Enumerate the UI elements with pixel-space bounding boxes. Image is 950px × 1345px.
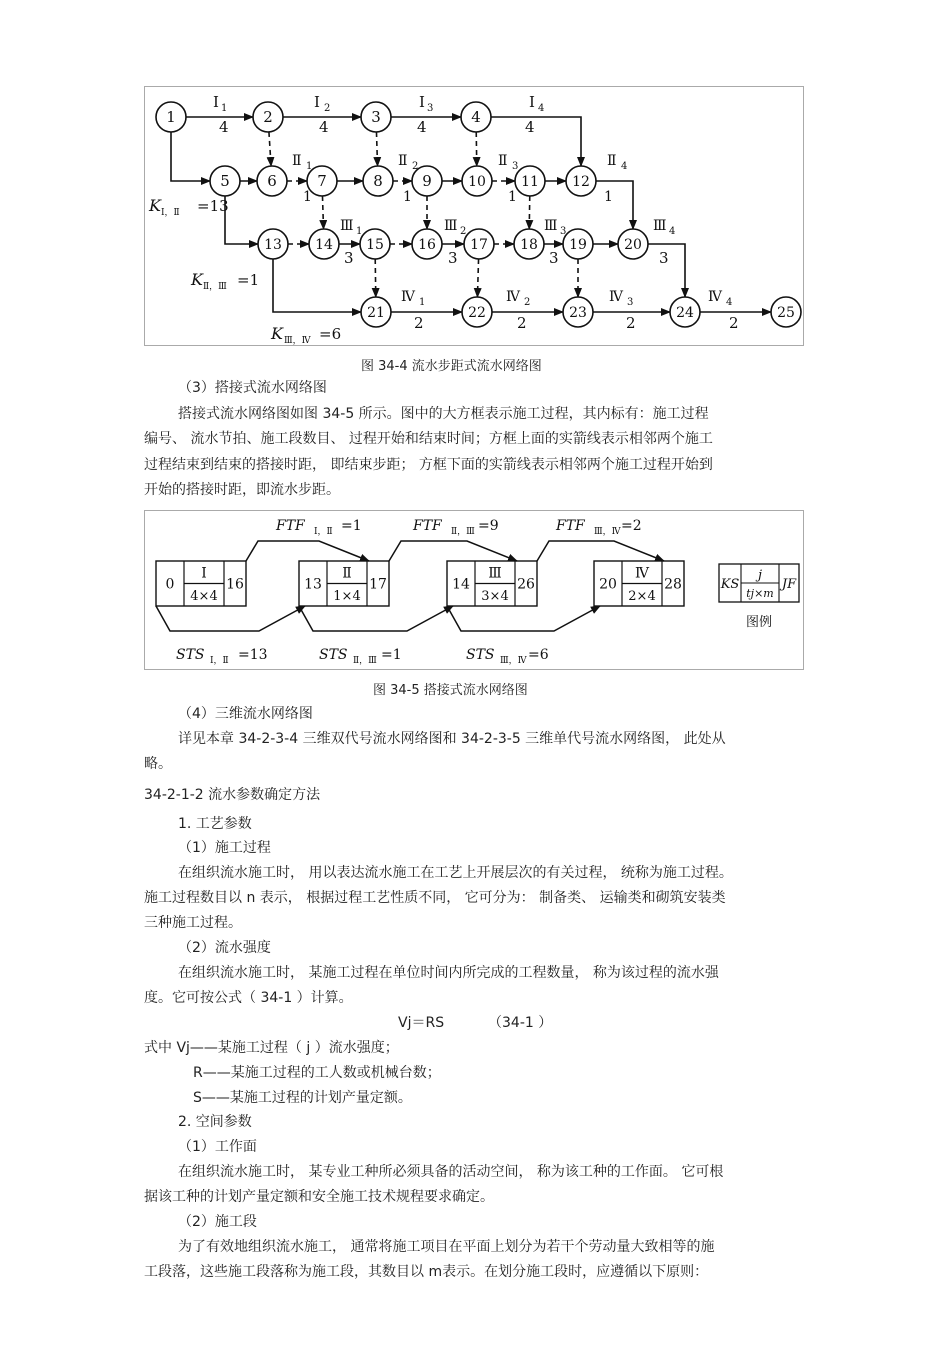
node-label-18: 18 xyxy=(520,237,538,253)
k2-value: =1 xyxy=(237,271,260,289)
duration-row4-1: 2 xyxy=(414,314,424,332)
k1-sub: Ⅰ，Ⅱ xyxy=(161,208,180,218)
ftf-value-2: =9 xyxy=(478,518,499,534)
box-name-1: Ⅰ xyxy=(201,565,207,582)
edge-1-5 xyxy=(171,132,210,181)
ftf-arrow-3 xyxy=(537,541,664,561)
label-IV-sub-4: 4 xyxy=(726,297,733,308)
para5-line2: 据该工种的计划产量定额和安全施工技术规程要求确定。 xyxy=(144,1189,494,1205)
node-label-24: 24 xyxy=(676,305,694,321)
heading-workface: （1）工作面 xyxy=(178,1139,257,1155)
para5-line1: 在组织流水施工时， 某专业工种所必须具备的活动空间， 称为该工种的工作面。 它可根 xyxy=(178,1164,724,1180)
edge-4-10 xyxy=(476,132,477,166)
sts-arrow-2 xyxy=(299,606,453,631)
duration-row3-1: 3 xyxy=(344,249,354,267)
duration-row3-4: 3 xyxy=(659,249,669,267)
sts-value-3: =6 xyxy=(528,647,549,663)
node-label-16: 16 xyxy=(418,237,436,253)
label-II-sub-4: 4 xyxy=(621,161,628,172)
k3-label: K xyxy=(271,324,283,343)
node-label-5: 5 xyxy=(220,172,230,190)
sts-value-1: =13 xyxy=(238,647,268,663)
label-II-sub-2: 2 xyxy=(412,161,419,172)
label-II-sub-1: 1 xyxy=(306,161,313,172)
sts-sub-3: Ⅲ，Ⅳ xyxy=(500,656,527,666)
label-I-sub-3: 3 xyxy=(427,103,434,114)
figure-34-5-caption: 图 34-5 搭接式流水网络图 xyxy=(373,683,528,698)
duration-row2-2: 1 xyxy=(403,189,412,205)
edge-2-6 xyxy=(269,132,271,166)
duration-row2-1: 1 xyxy=(303,189,312,205)
ftf-arrow-2 xyxy=(389,541,517,561)
sts-sub-1: Ⅰ，Ⅱ xyxy=(210,656,229,666)
label-III-1: Ⅲ xyxy=(340,218,354,234)
label-III-sub-3: 3 xyxy=(560,226,567,237)
node-label-10: 10 xyxy=(468,174,486,190)
duration-row3-2: 3 xyxy=(448,249,458,267)
node-label-15: 15 xyxy=(366,237,384,253)
box-ks-4: 20 xyxy=(599,576,617,593)
box-name-3: Ⅲ xyxy=(488,565,502,582)
sts-sub-2: Ⅱ，Ⅲ xyxy=(353,656,377,666)
sts-arrow-3 xyxy=(447,606,600,631)
para1-line2: 编号、 流水节拍、施工段数目、 过程开始和结束时间；方框上面的实箭线表示相邻两个施工 xyxy=(144,431,713,447)
node-label-4: 4 xyxy=(471,108,481,126)
ftf-sub-1: Ⅰ，Ⅱ xyxy=(314,527,333,537)
box-name-4: Ⅳ xyxy=(635,565,649,582)
ftf-arrow-1 xyxy=(246,541,369,561)
para3-line2: 施工过程数目以 n 表示， 根据过程工艺性质不同， 它可分为： 制备类、 运输类和砌筑安装类 xyxy=(144,890,726,906)
network-diagram-34-4 xyxy=(145,87,803,345)
definition-r: R——某施工过程的工人数或机械台数； xyxy=(193,1065,441,1081)
para6-line1: 为了有效地组织流水施工， 通常将施工项目在平面上划分为若干个劳动量大致相等的施 xyxy=(178,1239,715,1255)
figure-34-4 xyxy=(144,86,804,346)
node-label-22: 22 xyxy=(468,305,486,321)
ftf-label-1: FTF xyxy=(276,518,305,534)
k3-value: =6 xyxy=(319,325,342,343)
heading-intensity: （2）流水强度 xyxy=(178,940,271,956)
box-formula-1: 4×4 xyxy=(190,589,218,604)
node-label-19: 19 xyxy=(569,237,587,253)
heading-space-params: 2. 空间参数 xyxy=(178,1114,252,1130)
duration-row2-3: 1 xyxy=(508,189,517,205)
label-I-3: Ⅰ xyxy=(419,93,425,111)
duration-row4-3: 2 xyxy=(626,314,636,332)
label-II-1: Ⅱ xyxy=(292,153,302,169)
node-label-17: 17 xyxy=(470,237,488,253)
legend-jf: JF xyxy=(781,577,797,592)
node-label-9: 9 xyxy=(422,172,432,190)
para1-line1: 搭接式流水网络图如图 34-5 所示。图中的大方框表示施工过程，其内标有：施工过程 xyxy=(178,406,709,422)
node-label-23: 23 xyxy=(569,305,587,321)
ftf-sub-2: Ⅱ，Ⅲ xyxy=(451,527,475,537)
label-I-1: Ⅰ xyxy=(213,93,219,111)
label-II-sub-3: 3 xyxy=(512,161,519,172)
box-jf-2: 17 xyxy=(369,576,387,593)
node-label-20: 20 xyxy=(624,237,642,253)
label-III-2: Ⅲ xyxy=(444,218,458,234)
node-label-25: 25 xyxy=(777,305,795,321)
ftf-value-3: =2 xyxy=(621,518,642,534)
label-IV-sub-3: 3 xyxy=(627,297,634,308)
edge-17-22 xyxy=(477,259,478,297)
duration-row1-2: 4 xyxy=(319,118,329,136)
heading-34-2-1-2: 34-2-1-2 流水参数确定方法 xyxy=(144,787,321,803)
node-label-14: 14 xyxy=(315,237,333,253)
node-label-8: 8 xyxy=(373,172,383,190)
ftf-sub-3: Ⅲ，Ⅳ xyxy=(594,527,621,537)
duration-row3-3: 3 xyxy=(549,249,559,267)
definition-s: S——某施工过程的计划产量定额。 xyxy=(193,1090,412,1106)
edge-3-8 xyxy=(376,132,377,166)
label-II-3: Ⅱ xyxy=(498,153,508,169)
sts-arrow-1 xyxy=(156,606,305,631)
para2-line1: 详见本章 34-2-3-4 三维双代号流水网络图和 34-2-3-5 三维单代号流水网络图， 此处从 xyxy=(178,731,726,747)
figure-34-4-caption: 图 34-4 流水步距式流水网络图 xyxy=(361,359,542,374)
edge-5-13 xyxy=(225,196,258,244)
legend-tm: tj×m xyxy=(746,587,774,600)
box-formula-2: 1×4 xyxy=(333,589,361,604)
para6-line2: 工段落，这些施工段落称为施工段，其数目以 m表示。在划分施工段时，应遵循以下原则： xyxy=(144,1264,709,1280)
para1-line4: 开始的搭接时距，即流水步距。 xyxy=(144,482,340,498)
heading-segments: （2）施工段 xyxy=(178,1214,257,1230)
edge-12-20 xyxy=(596,181,633,229)
label-IV-4: Ⅳ xyxy=(708,289,722,305)
ftf-value-1: =1 xyxy=(341,518,362,534)
sts-value-2: =1 xyxy=(381,647,402,663)
formula-number: （34-1 ） xyxy=(488,1015,553,1031)
edge-11-18 xyxy=(529,196,530,229)
label-III-sub-2: 2 xyxy=(460,226,467,237)
box-formula-4: 2×4 xyxy=(628,589,656,604)
label-III-sub-4: 4 xyxy=(669,226,676,237)
duration-row2-4: 1 xyxy=(604,189,613,205)
node-label-12: 12 xyxy=(572,174,590,190)
sts-label-3: STS xyxy=(466,647,495,663)
para2-line2: 略。 xyxy=(144,756,172,772)
node-label-2: 2 xyxy=(263,108,273,126)
node-label-7: 7 xyxy=(317,172,327,190)
node-label-11: 11 xyxy=(521,174,539,190)
sts-label-2: STS xyxy=(319,647,348,663)
definition-vj: 式中 Vj——某施工过程（ j ）流水强度； xyxy=(144,1040,399,1056)
figure-34-5 xyxy=(144,510,804,670)
section-4-title: （4）三维流水网络图 xyxy=(178,706,313,722)
label-IV-1: Ⅳ xyxy=(401,289,415,305)
box-jf-1: 16 xyxy=(226,576,244,593)
label-II-4: Ⅱ xyxy=(607,153,617,169)
label-IV-2: Ⅳ xyxy=(506,289,520,305)
label-I-sub-2: 2 xyxy=(324,103,331,114)
label-III-3: Ⅲ xyxy=(544,218,558,234)
k1-value: =13 xyxy=(197,197,229,215)
heading-tech-params: 1. 工艺参数 xyxy=(178,816,252,832)
box-ks-3: 14 xyxy=(452,576,470,593)
label-III-4: Ⅲ xyxy=(653,218,667,234)
para1-line3: 过程结束到结束的搭接时距， 即结束步距； 方框下面的实箭线表示相邻两个施工过程开始到 xyxy=(144,457,713,473)
label-II-2: Ⅱ xyxy=(398,153,408,169)
ftf-label-3: FTF xyxy=(556,518,585,534)
k3-sub: Ⅲ，Ⅳ xyxy=(284,336,311,345)
label-IV-sub-2: 2 xyxy=(524,297,531,308)
duration-row1-4: 4 xyxy=(525,118,535,136)
duration-row1-3: 4 xyxy=(417,118,427,136)
heading-process: （1）施工过程 xyxy=(178,840,271,856)
legend-title: 图例 xyxy=(745,615,773,630)
para4-line1: 在组织流水施工时， 某施工过程在单位时间内所完成的工程数量， 称为该过程的流水强 xyxy=(178,965,719,981)
k1-label: K xyxy=(149,196,161,215)
label-I-4: Ⅰ xyxy=(529,93,535,111)
edge-15-21 xyxy=(375,259,376,297)
label-III-sub-1: 1 xyxy=(356,226,363,237)
label-I-2: Ⅰ xyxy=(314,93,320,111)
para3-line1: 在组织流水施工时， 用以表达流水施工在工艺上开展层次的有关过程， 统称为施工过程。 xyxy=(178,865,733,881)
label-I-sub-4: 4 xyxy=(538,103,545,114)
duration-row4-4: 2 xyxy=(729,314,739,332)
box-ks-2: 13 xyxy=(304,576,322,593)
box-name-2: Ⅱ xyxy=(342,565,352,582)
label-I-sub-1: 1 xyxy=(221,103,228,114)
duration-row4-2: 2 xyxy=(517,314,527,332)
k2-sub: Ⅱ，Ⅲ xyxy=(203,282,227,292)
duration-row1-1: 4 xyxy=(219,118,229,136)
box-formula-3: 3×4 xyxy=(481,589,509,604)
ftf-label-2: FTF xyxy=(413,518,442,534)
box-jf-4: 28 xyxy=(664,576,682,593)
node-label-3: 3 xyxy=(371,108,381,126)
k2-label: K xyxy=(191,270,203,289)
para3-line3: 三种施工过程。 xyxy=(144,915,242,931)
section-3-title: （3）搭接式流水网络图 xyxy=(178,380,327,396)
node-label-1: 1 xyxy=(166,108,176,126)
box-jf-3: 26 xyxy=(517,576,535,593)
node-label-21: 21 xyxy=(367,305,385,321)
legend-ks: KS xyxy=(720,577,740,592)
para4-line2: 度。它可按公式（ 34-1 ）计算。 xyxy=(144,990,353,1006)
node-label-13: 13 xyxy=(264,237,282,253)
formula-34-1: Vj＝RS xyxy=(398,1015,445,1031)
node-label-6: 6 xyxy=(267,172,277,190)
legend-j: j xyxy=(757,568,763,583)
edge-7-14 xyxy=(322,196,323,229)
label-IV-sub-1: 1 xyxy=(419,297,426,308)
lap-network-diagram-34-5 xyxy=(145,511,803,669)
sts-label-1: STS xyxy=(176,647,205,663)
label-IV-3: Ⅳ xyxy=(609,289,623,305)
box-ks-1: 0 xyxy=(165,576,175,593)
